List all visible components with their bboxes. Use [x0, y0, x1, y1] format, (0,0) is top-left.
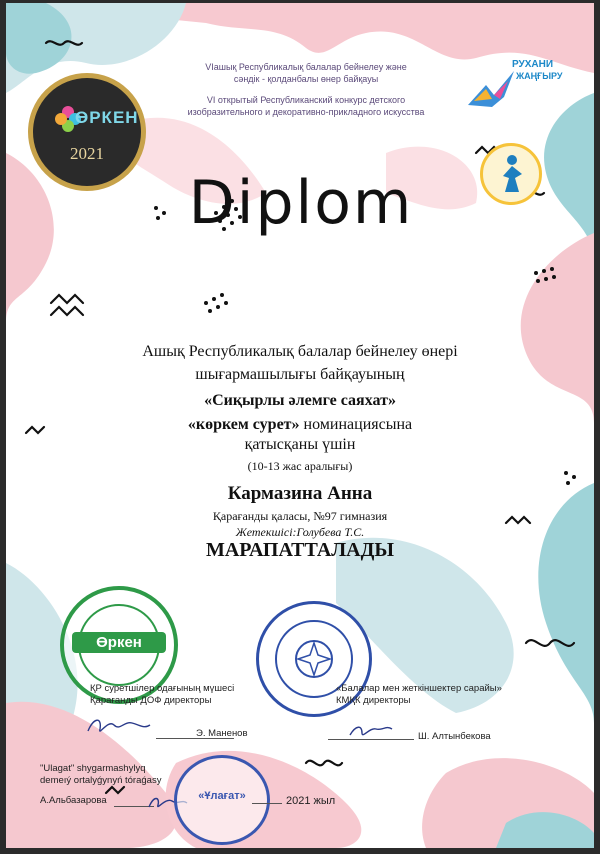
rukhani-zhangyru-logo: [464, 59, 574, 119]
emblem-icon: [293, 638, 335, 680]
body-line-1: Ашық Республикалық балалар бейнелеу өнері: [142, 343, 458, 360]
orken-stamp-text: Өркен: [72, 632, 166, 653]
right-signature-line: [328, 739, 414, 740]
right-signer-title-1: «Балалар мен жеткіншектер сарайы»: [336, 683, 502, 694]
orken-logo-text: ӨРКЕН: [75, 108, 139, 127]
header-line-1: VIашық Республикалық балалар бейнелеу және: [205, 62, 407, 72]
left-signer-title-1: ҚР суретшілер одағының мүшесі: [90, 683, 235, 694]
header-line-3: VI открытый Республиканский конкурс детского: [206, 95, 406, 105]
orken-logo-badge: [28, 73, 146, 191]
rukhani-line-1: РУХАНИ: [512, 59, 554, 70]
bottom-signer-name: А.Альбазарова: [40, 795, 107, 806]
body-line-4: [46, 416, 554, 434]
diploma-title: Diplom: [188, 168, 414, 238]
header-line-2: сәндік - қолданбалы өнер байқауы: [233, 74, 379, 84]
award-word: МАРАПАТТАЛАДЫ: [205, 539, 395, 561]
bottom-signer-title-1: "Ulagat" shygarmashylyq: [40, 763, 146, 774]
orken-logo-year: 2021: [70, 144, 104, 163]
nomination-name: «көркем сурет»: [187, 416, 300, 433]
bird-icon: [464, 67, 520, 115]
header-line-4: изобразительного и декоративно-прикладного искусства: [187, 107, 425, 117]
left-signature: [84, 713, 154, 739]
recipient-name: Кармазина Анна: [227, 483, 373, 504]
teacher-name: Жетекшісі:Голубева Т.С.: [235, 525, 365, 539]
body-line-3: «Сиқырлы әлемге саяхат»: [204, 392, 396, 409]
right-signer-name: Ш. Алтынбекова: [418, 731, 491, 742]
body-line-5: қатысқаны үшін: [244, 436, 356, 453]
right-signer-title-2: КМҚК директоры: [336, 695, 411, 706]
nomination-suffix: номинациясына: [299, 416, 413, 433]
left-signer-title-2: Қарағанды ДОФ директоры: [90, 695, 212, 706]
recipient-school: Қарағанды қаласы, №97 гимназия: [212, 509, 388, 523]
diploma-page: [6, 3, 594, 848]
rukhani-line-2: ЖАҢҒЫРУ: [516, 71, 563, 81]
left-signer-name: Э. Маненов: [196, 728, 248, 739]
dancer-icon: [495, 154, 529, 194]
age-range: (10-13 жас аралығы): [247, 459, 353, 473]
ulagat-stamp: [174, 755, 270, 845]
issue-date: 2021 жыл: [286, 795, 336, 807]
date-line: [252, 803, 282, 804]
palace-logo: [480, 143, 542, 205]
body-line-2: шығармашылығы байқауының: [195, 366, 405, 383]
bottom-signer-title-2: demeıý ortalyǵynyń tóraǵasy: [40, 775, 162, 786]
ulagat-stamp-text: «Ұлағат»: [198, 790, 246, 802]
